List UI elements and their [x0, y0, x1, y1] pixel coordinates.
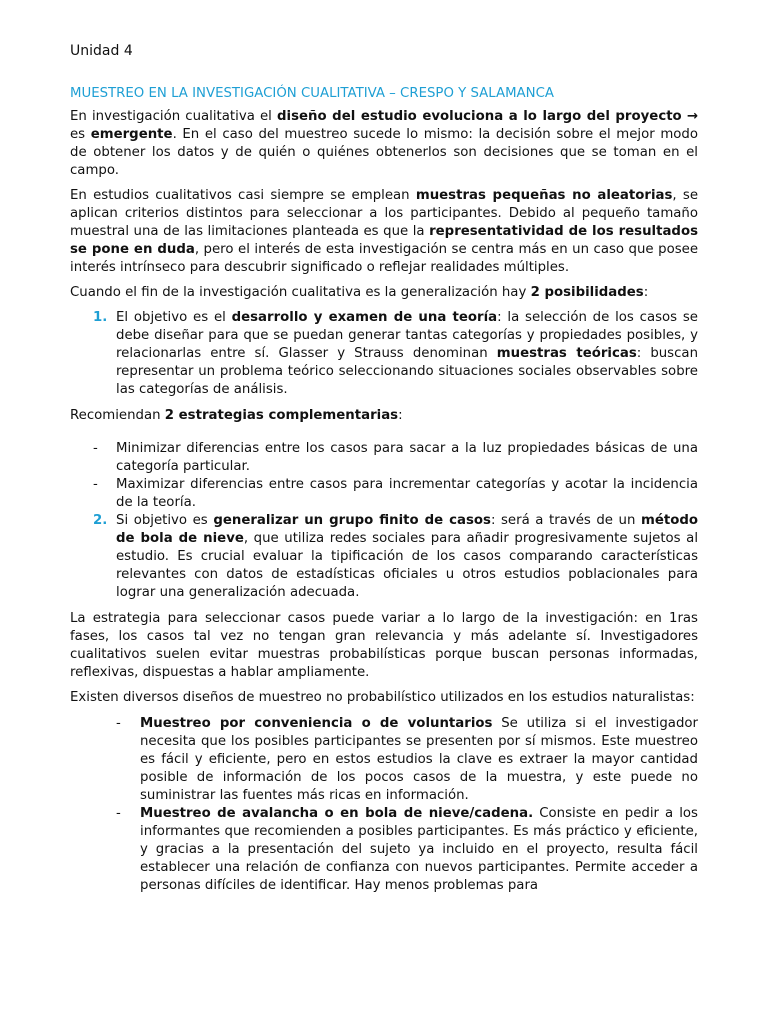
- text-run: : será a través de un: [490, 513, 641, 528]
- bold-run: método de bola de nieve: [116, 513, 699, 546]
- bold-run: emergente: [90, 127, 173, 142]
- text-run: El objetivo es el: [116, 310, 232, 325]
- text-run: :: [643, 285, 649, 300]
- paragraph-intro: [70, 108, 698, 180]
- bold-run: 2 posibilidades: [530, 285, 644, 300]
- paragraph-samples: [70, 187, 698, 277]
- dash-marker: -: [93, 477, 98, 492]
- bold-run: 2 estrategias complementarias: [164, 408, 399, 423]
- sampling-item-snowball: [70, 805, 698, 895]
- bold-run: diseño del estudio evoluciona a lo largo del proyecto: [277, 109, 682, 124]
- spacer: [70, 432, 698, 440]
- sampling-item-convenience: [70, 715, 698, 805]
- unit-heading: Unidad 4: [70, 43, 133, 59]
- text-run: es: [70, 127, 91, 142]
- paragraph-generalization: [70, 284, 698, 302]
- text-run: :: [398, 408, 403, 423]
- text-run: : la selección de los casos se debe diseñar para que se puedan generar tantas categorías y propiedades posibles, y relacionarlas entre sí. Glasser y Strauss denominan: [116, 310, 698, 361]
- text-run: En investigación cualitativa el: [70, 109, 278, 124]
- numbered-item-1: [70, 309, 698, 399]
- bold-run: Muestreo de avalancha o en bola de nieve/cadena.: [140, 806, 534, 821]
- bold-run: Muestreo por conveniencia o de voluntarios: [140, 716, 493, 731]
- text-run: , que utiliza redes sociales para añadir progresivamente sujetos al estudio. Es crucial evaluar la tipificación de los casos comparando características relevantes con datos de estadísticas oficiales u otros estudios poblacionales para lograr una generalización adecuada.: [116, 531, 699, 600]
- paragraph-strategy-variation: La estrategia para seleccionar casos puede variar a lo largo de la investigación: en 1ras fases, los casos tal vez no tengan gran relevancia y más adelante sí. Investigadores cualitativos suelen evitar muestras probabilísticas porque buscan personas informadas, reflexivas, dispuestas a hablar ampliamente.: [70, 611, 698, 680]
- text-run: Cuando el fin de la investigación cualitativa es la generalización hay: [70, 285, 531, 300]
- text-run: Consiste en pedir a los informantes que recomienden a posibles participantes. Es más práctico y eficiente, y gracias a la presentación del sujeto ya incluido en el proyecto, resulta fácil establecer una relación de confianza con nuevos participantes. Permite acceder a personas difíciles de identificar. Hay menos problemas para: [140, 806, 698, 893]
- bold-run: muestras teóricas: [496, 346, 637, 361]
- document-body: [70, 42, 698, 895]
- bold-run: muestras pequeñas no aleatorias: [415, 188, 673, 203]
- bold-run: representatividad de los resultados se pone en duda: [70, 224, 698, 257]
- dash-marker: -: [93, 441, 98, 456]
- text-run: En estudios cualitativos casi siempre se emplean: [70, 188, 416, 203]
- text-run: Minimizar diferencias entre los casos para sacar a la luz propiedades básicas de una categoría particular.: [116, 441, 698, 474]
- text-run: Si objetivo es: [116, 513, 214, 528]
- dash-marker: -: [116, 806, 121, 821]
- list-number: 1.: [93, 310, 108, 325]
- dash-item: [70, 440, 698, 476]
- bold-run: desarrollo y examen de una teoría: [231, 310, 498, 325]
- dash-item: [70, 476, 698, 512]
- dash-marker: -: [116, 716, 121, 731]
- text-run: Se utiliza si el investigador necesita que los posibles participantes se presenten por sí mismos. Este muestreo es fácil y eficiente, pero en estos estudios la clave es extraer la mayor cantidad posible de información de los pocos casos de la muestra, y este puede no suministrar las fuentes más ricas en información.: [140, 716, 698, 803]
- numbered-item-2: [70, 512, 698, 602]
- text-run: Maximizar diferencias entre casos para incrementar categorías y acotar la incidencia de la teoría.: [116, 477, 698, 510]
- text-run: : buscan representar un problema teórico seleccionando situaciones sociales observables sobre las categorías de análisis.: [116, 346, 698, 397]
- text-run: Recomiendan: [70, 408, 165, 423]
- paragraph-strategies: [70, 407, 698, 425]
- text-run: . En el caso del muestreo sucede lo mismo: la decisión sobre el mejor modo de obtener los datos y de quién o quiénes obtenerlos son decisiones que se toman en el campo.: [70, 127, 698, 178]
- arrow-icon: →: [686, 109, 698, 124]
- bold-run: generalizar un grupo finito de casos: [213, 513, 491, 528]
- list-number: 2.: [93, 513, 108, 528]
- text-run: , se aplican criterios distintos para seleccionar a los participantes. Debido al pequeño tamaño muestral una de las limitaciones planteada es que la: [70, 188, 699, 239]
- section-title: MUESTREO EN LA INVESTIGACIÓN CUALITATIVA – CRESPO Y SALAMANCA: [70, 86, 554, 101]
- paragraph-designs: Existen diversos diseños de muestreo no probabilístico utilizados en los estudios naturalistas:: [70, 690, 695, 705]
- text-run: , pero el interés de esta investigación se centra más en un caso que posee interés intrínseco para descubrir significado o reflejar realidades múltiples.: [70, 242, 698, 275]
